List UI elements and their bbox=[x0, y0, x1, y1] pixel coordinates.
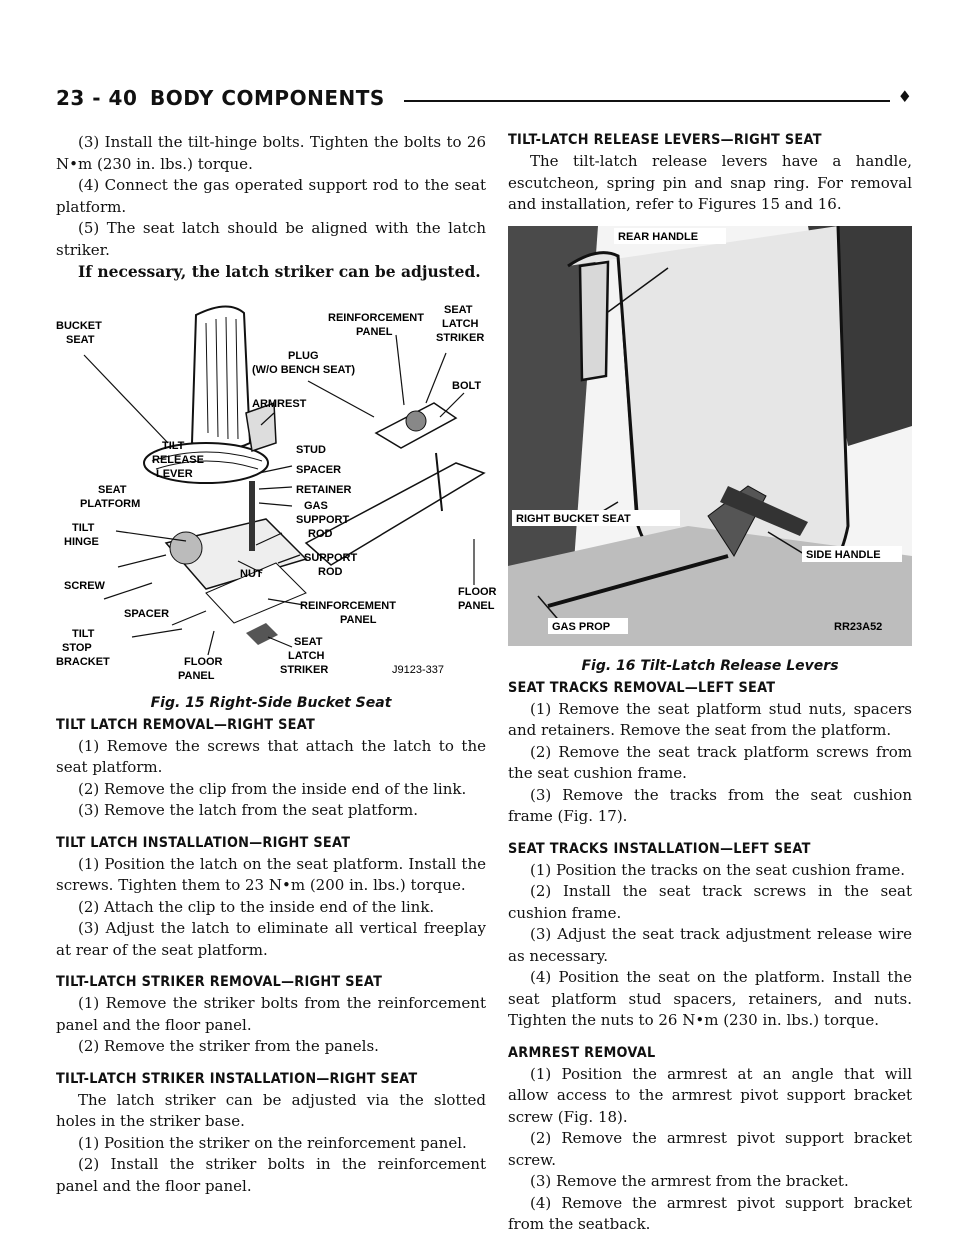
heading-armrest-removal: ARMREST REMOVAL bbox=[508, 1044, 656, 1061]
label-floor-bottom-2: PANEL bbox=[178, 669, 215, 682]
heading-tilt-latch-installation: TILT LATCH INSTALLATION—RIGHT SEAT bbox=[56, 834, 351, 851]
intro-step-3: (3) Install the tilt-hinge bolts. Tighten the bolts to 26 N•m (230 in. lbs.) torque. bbox=[56, 133, 486, 173]
intro-step-5: (5) The seat latch should be aligned with the latch striker. bbox=[56, 219, 486, 259]
label-tilt-stop-2: STOP bbox=[62, 641, 92, 654]
paragraph: (3) Adjust the latch to eliminate all vertical freeplay at rear of the seat platform. bbox=[56, 919, 486, 959]
page-number: 23 - 40 bbox=[56, 86, 138, 110]
paragraph: (3) Adjust the seat track adjustment release wire as necessary. bbox=[508, 925, 912, 965]
label-rear-handle: REAR HANDLE bbox=[618, 230, 699, 243]
label-plug-2: (W/O BENCH SEAT) bbox=[252, 363, 356, 376]
label-support-rod-1: SUPPORT bbox=[304, 551, 358, 564]
label-floor-bottom-1: FLOOR bbox=[184, 655, 223, 668]
paragraph: (2) Remove the striker from the panels. bbox=[78, 1037, 379, 1055]
label-reinforcement-top-1: REINFORCEMENT bbox=[328, 311, 424, 324]
label-bucket-seat-1: BUCKET bbox=[56, 319, 102, 332]
label-bolt: BOLT bbox=[452, 379, 482, 392]
intro-step-4: (4) Connect the gas operated support rod to the seat platform. bbox=[56, 176, 486, 216]
label-tilt-hinge-2: HINGE bbox=[64, 535, 99, 548]
label-tilt-release-1: TILT bbox=[162, 439, 185, 452]
paragraph: (2) Remove the seat track platform screws from the seat cushion frame. bbox=[508, 742, 912, 782]
section-title: BODY COMPONENTS bbox=[150, 86, 385, 110]
heading-seat-tracks-removal: SEAT TRACKS REMOVAL—LEFT SEAT bbox=[508, 679, 776, 696]
figure15-id: J9123-337 bbox=[392, 663, 444, 676]
label-floor-right-2: PANEL bbox=[458, 599, 495, 612]
paragraph: (4) Position the seat on the platform. Install the seat platform stud spacers, retainers, and nuts. Tighten the nuts to 26 N•m (230 in. lbs.) torque. bbox=[508, 968, 912, 1029]
intro-note: If necessary, the latch striker can be adjusted. bbox=[78, 262, 481, 281]
page-header bbox=[56, 86, 912, 120]
label-reinforcement-top-2: PANEL bbox=[356, 325, 393, 338]
label-floor-right-1: FLOOR bbox=[458, 585, 497, 598]
label-spacer-top: SPACER bbox=[296, 463, 342, 476]
label-spacer-bottom: SPACER bbox=[124, 607, 170, 620]
diamond-icon: ♦ bbox=[897, 87, 912, 106]
paragraph: (2) Remove the armrest pivot support bracket screw. bbox=[508, 1129, 912, 1169]
paragraph: (1) Position the tracks on the seat cushion frame. bbox=[530, 860, 906, 879]
label-tilt-release-3: LEVER bbox=[156, 467, 193, 480]
heading-release-levers: TILT-LATCH RELEASE LEVERS—RIGHT SEAT bbox=[508, 132, 822, 148]
paragraph: The tilt-latch release levers have a handle, escutcheon, spring pin and snap ring. For removal and installation, refer to Figures 15 and 16. bbox=[508, 152, 912, 213]
label-stud: STUD bbox=[296, 443, 326, 456]
label-screw: SCREW bbox=[64, 579, 105, 592]
paragraph: (2) Attach the clip to the inside end of the link. bbox=[78, 897, 435, 916]
paragraph: (1) Remove the striker bolts from the reinforcement panel and the floor panel. bbox=[56, 994, 486, 1034]
label-gas-support-1: GAS bbox=[304, 499, 328, 512]
label-retainer: RETAINER bbox=[296, 483, 352, 496]
figure15-caption: Fig. 15 Right-Side Bucket Seat bbox=[150, 694, 392, 711]
label-gas-support-3: ROD bbox=[308, 527, 333, 540]
paragraph: (3) Remove the armrest from the bracket. bbox=[530, 1172, 849, 1190]
paragraph: (1) Remove the screws that attach the latch to the seat platform. bbox=[56, 736, 486, 776]
paragraph: (2) Install the striker bolts in the reinforcement panel and the floor panel. bbox=[56, 1155, 486, 1195]
release-levers-photo bbox=[508, 226, 912, 646]
label-seat-latch-bottom-1: SEAT bbox=[294, 635, 323, 648]
label-tilt-stop-3: BRACKET bbox=[56, 655, 110, 668]
paragraph: (3) Remove the latch from the seat platform. bbox=[78, 801, 418, 819]
figure-16 bbox=[508, 226, 912, 674]
label-nut: NUT bbox=[240, 567, 263, 580]
label-seat-latch-top-2: LATCH bbox=[442, 317, 479, 330]
right-column bbox=[508, 132, 912, 1236]
heading-tilt-latch-removal: TILT LATCH REMOVAL—RIGHT SEAT bbox=[56, 716, 316, 733]
label-support-rod-2: ROD bbox=[318, 565, 343, 578]
label-seat-latch-bottom-2: LATCH bbox=[288, 649, 325, 662]
label-seat-latch-top-1: SEAT bbox=[444, 303, 473, 316]
label-seat-platform-1: SEAT bbox=[98, 483, 127, 496]
label-tilt-stop-1: TILT bbox=[72, 627, 95, 640]
paragraph: (4) Remove the armrest pivot support bracket from the seatback. bbox=[508, 1193, 912, 1233]
label-tilt-release-2: RELEASE bbox=[152, 453, 204, 466]
paragraph: (2) Install the seat track screws in the seat cushion frame. bbox=[508, 882, 912, 922]
paragraph: (3) Remove the tracks from the seat cushion frame (Fig. 17). bbox=[508, 785, 912, 825]
label-seat-latch-top-3: STRIKER bbox=[436, 331, 485, 344]
label-seat-platform-2: PLATFORM bbox=[80, 497, 141, 510]
heading-striker-installation: TILT-LATCH STRIKER INSTALLATION—RIGHT SEAT bbox=[56, 1070, 418, 1087]
paragraph: (1) Position the striker on the reinforcement panel. bbox=[78, 1133, 467, 1152]
label-gas-prop: GAS PROP bbox=[552, 620, 611, 633]
figure16-id: RR23A52 bbox=[834, 620, 883, 633]
label-tilt-hinge-1: TILT bbox=[72, 521, 95, 534]
label-bucket-seat-2: SEAT bbox=[66, 333, 95, 346]
label-reinforcement-bottom-1: REINFORCEMENT bbox=[300, 599, 396, 612]
paragraph: (1) Position the armrest at an angle that will allow access to the armrest pivot support bracket screw (Fig. 18). bbox=[508, 1064, 912, 1126]
paragraph: (2) Remove the clip from the inside end of the link. bbox=[78, 779, 467, 798]
label-seat-latch-bottom-3: STRIKER bbox=[280, 663, 329, 676]
heading-striker-removal: TILT-LATCH STRIKER REMOVAL—RIGHT SEAT bbox=[56, 974, 383, 990]
figure16-caption: Fig. 16 Tilt-Latch Release Levers bbox=[581, 657, 839, 674]
header-rule bbox=[404, 100, 890, 102]
figure-15 bbox=[56, 293, 497, 711]
label-right-bucket-seat: RIGHT BUCKET SEAT bbox=[516, 512, 631, 525]
heading-seat-tracks-installation: SEAT TRACKS INSTALLATION—LEFT SEAT bbox=[508, 840, 811, 857]
label-gas-support-2: SUPPORT bbox=[296, 513, 350, 526]
label-plug-1: PLUG bbox=[288, 349, 319, 362]
label-armrest: ARMREST bbox=[252, 397, 307, 410]
left-column bbox=[56, 132, 497, 1197]
label-reinforcement-bottom-2: PANEL bbox=[340, 613, 377, 626]
label-side-handle: SIDE HANDLE bbox=[806, 548, 881, 561]
bucket-seat-diagram bbox=[56, 293, 497, 683]
paragraph: (1) Remove the seat platform stud nuts, spacers and retainers. Remove the seat from the platform. bbox=[508, 699, 912, 739]
paragraph: (1) Position the latch on the seat platform. Install the screws. Tighten them to 23 N•m (200 in. lbs.) torque. bbox=[56, 854, 486, 894]
paragraph: The latch striker can be adjusted via the slotted holes in the striker base. bbox=[56, 1090, 486, 1130]
